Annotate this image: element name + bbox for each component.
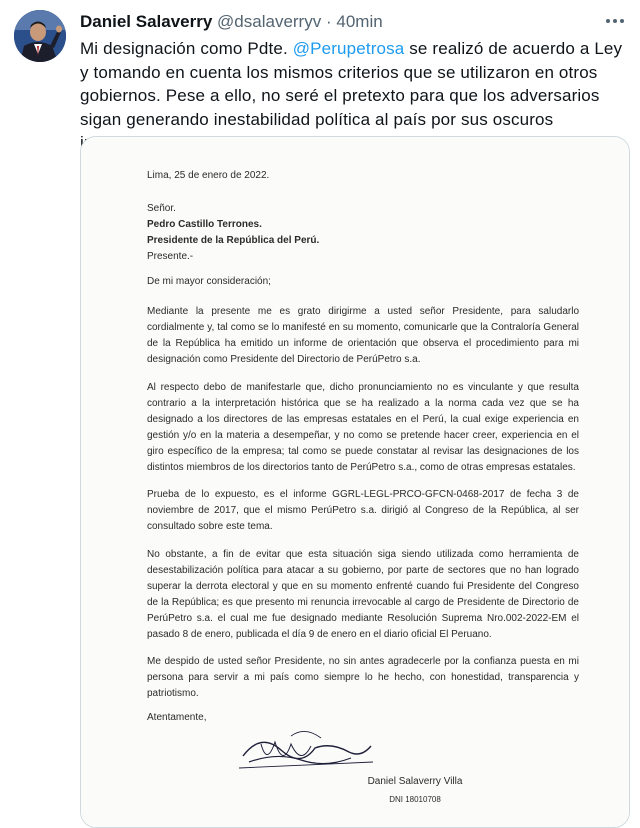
letter-farewell: Atentamente, [147, 712, 207, 723]
letter-recipient-title: Presidente de la República del Perú. [147, 235, 320, 246]
letter-paragraph: Mediante la presente me es grato dirigirme a usted señor Presidente, para saludarlo cordialmente y, tal como se lo manifesté en su momento, comunicarle que la Contraloría General de la República ha emitido un informe de orientación que observa el procedimiento para mi designación como Presidente del Directorio de PerúPetro s.a. [147, 306, 579, 365]
tweet-header [80, 11, 626, 33]
more-horizontal-icon[interactable] [604, 12, 626, 30]
letter-greeting: De mi mayor consideración; [147, 276, 271, 287]
separator-dot: · [325, 12, 332, 31]
author-name[interactable]: Daniel Salaverry [80, 12, 213, 31]
letter-recipient-name: Pedro Castillo Terrones. [147, 219, 262, 230]
timestamp[interactable]: 40min [336, 12, 383, 31]
signature-image [231, 722, 381, 778]
letter-salutation: Señor. [147, 203, 176, 214]
letter-paragraph: Me despido de usted señor Presidente, no sin antes agradecerle por la confianza puesta en mi persona para servir a mi país como siempre lo he hecho, con honestidad, transparencia y patriotismo. [147, 656, 579, 699]
letter-present: Presente.- [147, 251, 194, 262]
letter-date: Lima, 25 de enero de 2022. [147, 170, 270, 181]
letter-signer-dni: DNI 18010708 [389, 795, 441, 804]
tweet-text-part: Mi designación como Pdte. [80, 39, 293, 58]
mention-link[interactable]: @Perupetrosa [292, 39, 405, 58]
tweet-media-image[interactable] [80, 136, 630, 828]
letter-paragraph: No obstante, a fin de evitar que esta situación siga siendo utilizada como herramienta de desestabilización política para atacar a su gobierno, por parte de sectores que no han logrado superar la derrota electoral y que en su momento enfrenté cuando fui Presidente del Congreso de la República; es que presento mi renuncia irrevocable al cargo de Presidente de Directorio de PerúPetro s.a. el cual me fue designado mediante Resolución Suprema Nro.002-2022-EM el pasado 8 de enero, publicada el día 9 de enero en el diario oficial El Peruano. [147, 549, 579, 640]
letter-document [81, 137, 629, 827]
avatar[interactable] [14, 10, 66, 62]
tweet-text-part: se realizó de acuerdo a Ley y tomando en cuenta los mismos criterios que se utilizaron en otros gobiernos. Pese a ello, no seré el pretexto para que los adversarios sigan generando inestabilidad política al país por sus oscuros [80, 39, 623, 129]
letter-paragraph: Al respecto debo de manifestarle que, dicho pronunciamiento no es vinculante y que resulta contrario a la interpretación histórica que se ha realizado a la norma cada vez que se ha designado a los directores de las empresas estatales en el Perú, la cual exige experiencia en gestión y/o en la materia a desempeñar, y no como se pretende hacer creer, experiencia en el giro específico de la empresa; tal como se puede constatar al revisar las designaciones de los distintos miembros de los directorios tanto de PerúPetro s.a., como de otras empresas estatales. [147, 382, 579, 473]
letter-signer-name: Daniel Salaverry Villa [367, 776, 463, 787]
author-handle[interactable]: @dsalaverryv [217, 12, 322, 31]
letter-paragraph: Prueba de lo expuesto, es el informe GGRL-LEGL-PRCO-GFCN-0468-2017 de fecha 3 de noviembre de 2017, que el mismo PerúPetro s.a. dirigió al Congreso de la República, al ser consultado sobre este tema. [147, 489, 579, 532]
